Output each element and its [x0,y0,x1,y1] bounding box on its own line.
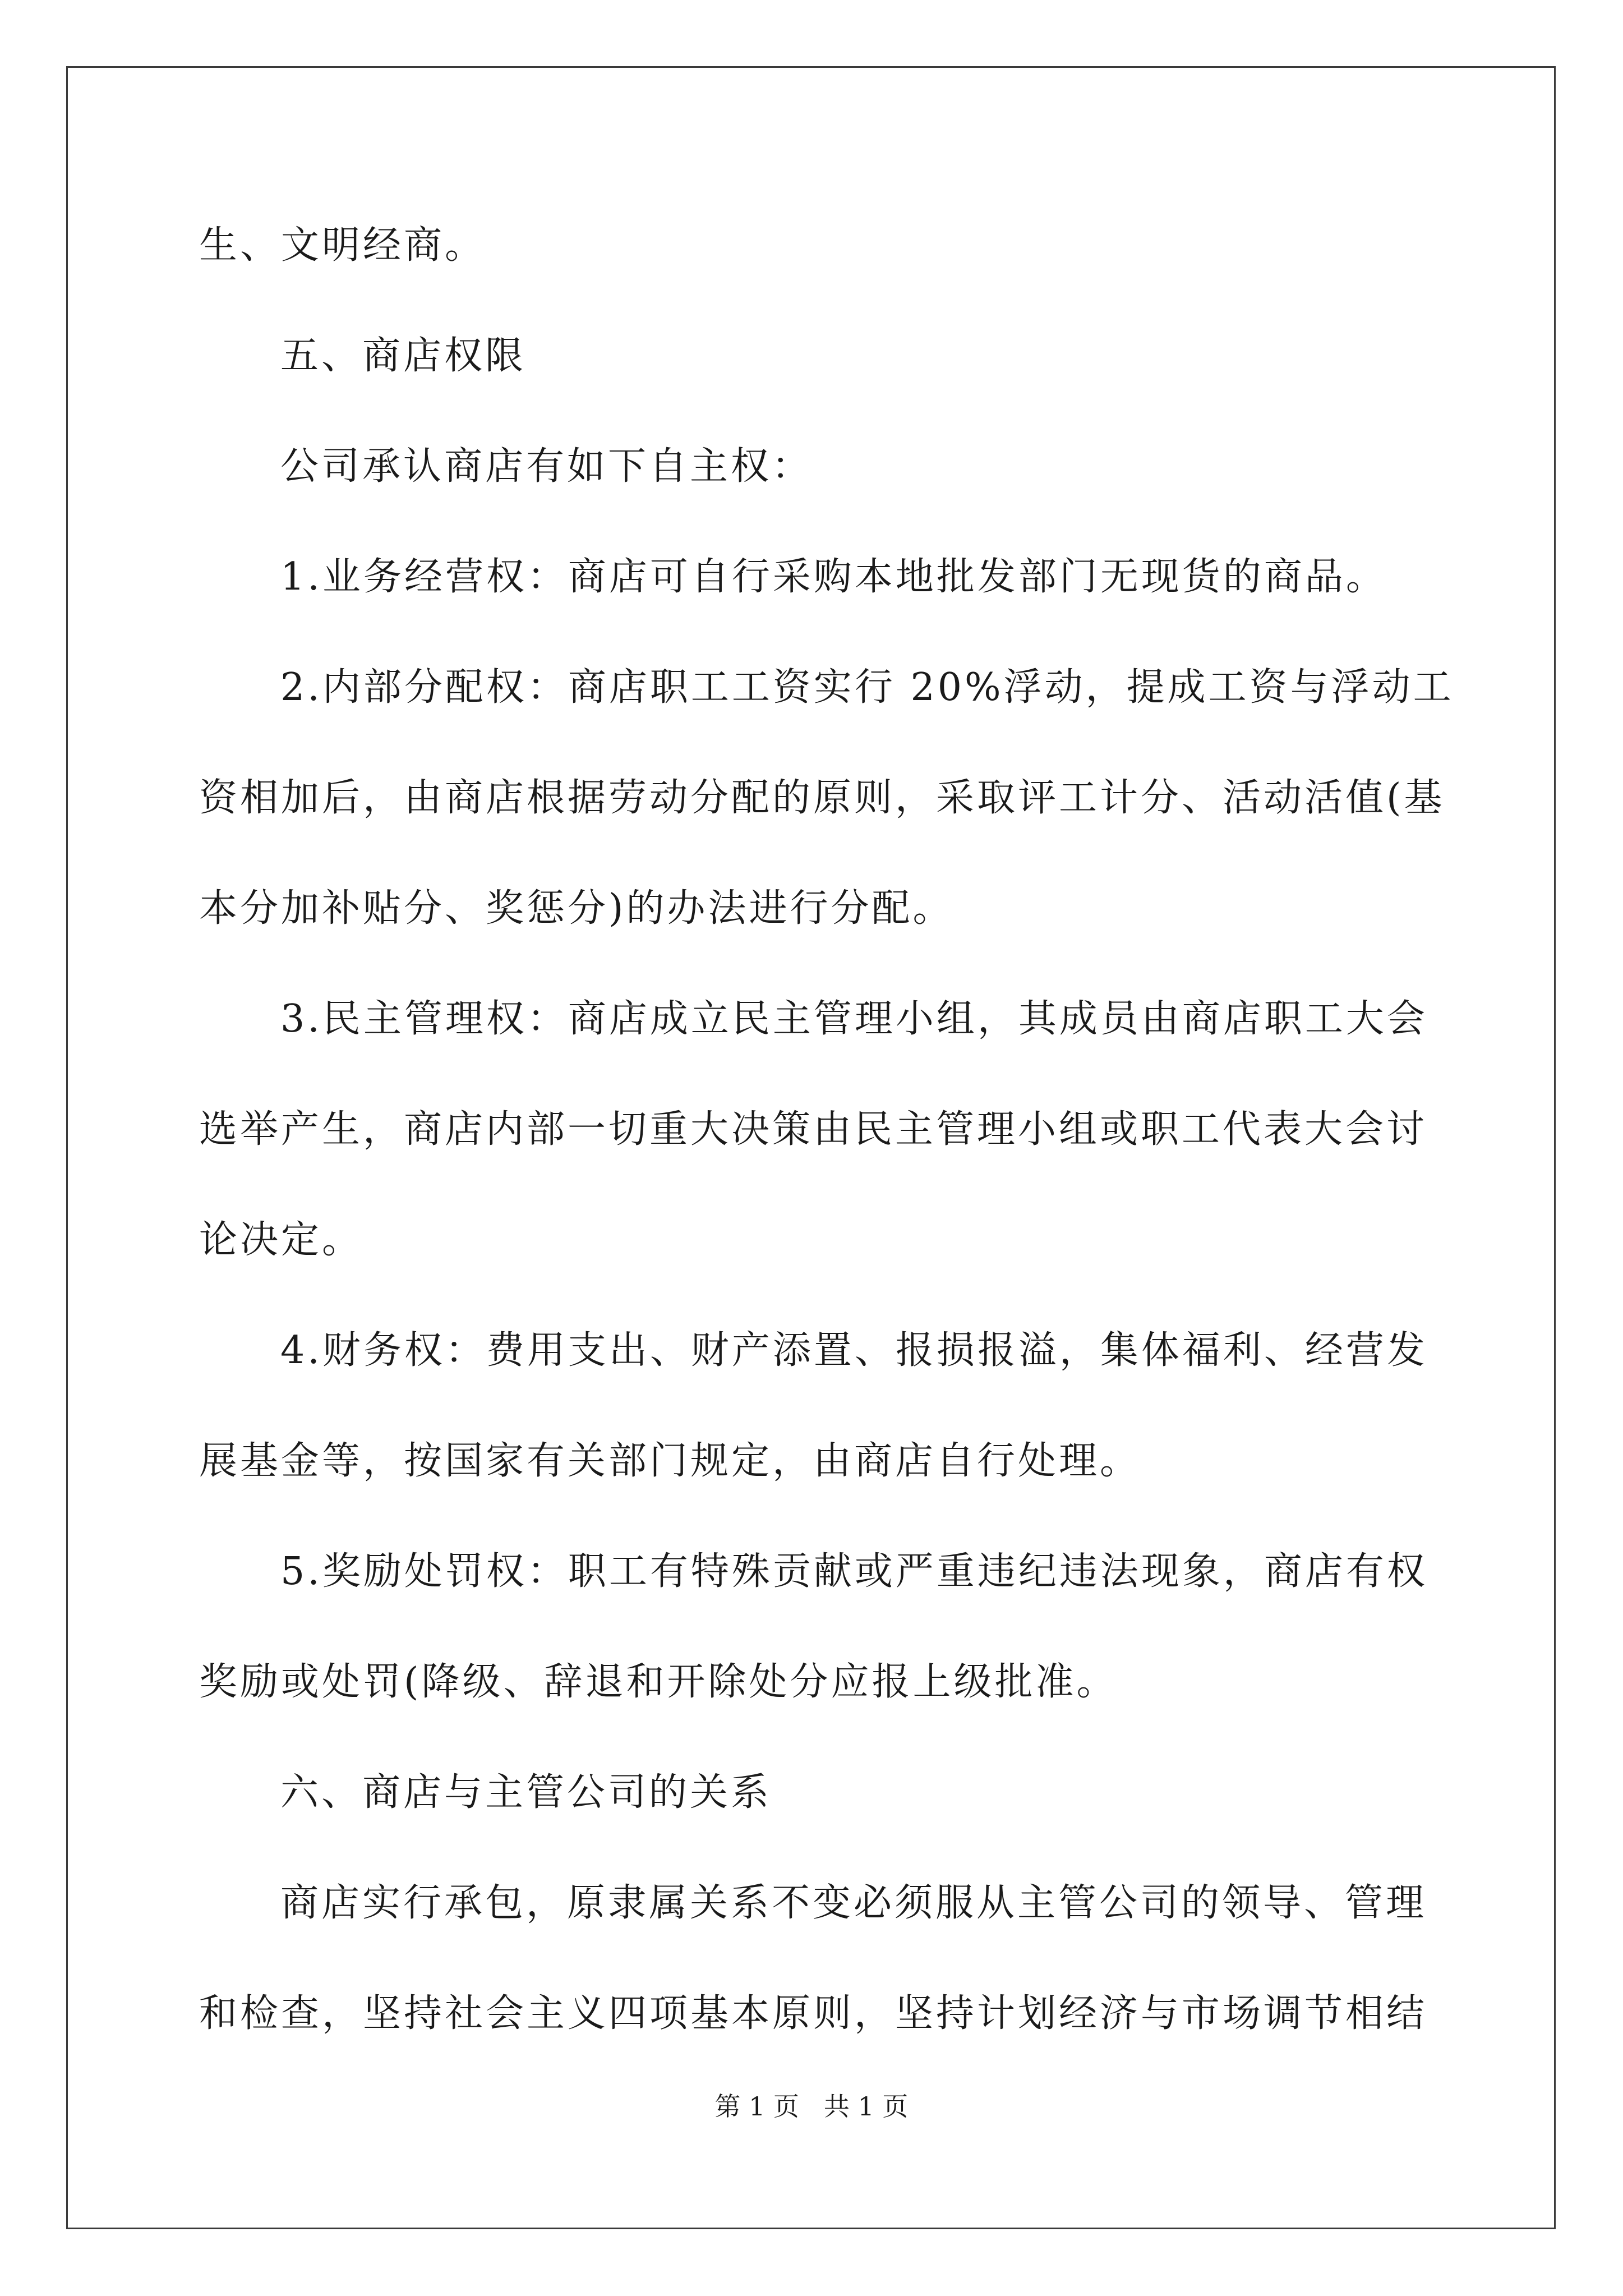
paragraph-line: 论决定。 [199,1218,363,1262]
section-heading: 五、商店权限 [280,334,527,378]
paragraph-line: 资相加后，由商店根据劳动分配的原则，采取评工计分、活动活值(基 [199,776,1445,820]
list-item: 2.内部分配权：商店职工工资实行 20%浮动，提成工资与浮动工 [280,665,1454,710]
paragraph-line: 选举产生，商店内部一切重大决策由民主管理小组或职工代表大会讨 [199,1107,1428,1152]
paragraph-line: 和检查，坚持社会主义四项基本原则，坚持计划经济与市场调节相结 [199,1991,1428,2036]
paragraph-line: 奖励或处罚(降级、辞退和开除处分应报上级批准。 [199,1660,1118,1704]
list-item: 5.奖励处罚权：职工有特殊贡献或严重违纪违法现象，商店有权 [280,1549,1428,1594]
paragraph-line: 展基金等，按国家有关部门规定，由商店自行处理。 [199,1439,1141,1483]
paragraph-line: 生、文明经商。 [199,223,486,268]
list-item: 1.业务经营权：商店可自行采购本地批发部门无现货的商品。 [280,555,1387,599]
list-item: 4.财务权：费用支出、财产添置、报损报溢，集体福利、经营发 [280,1328,1428,1373]
document-body [199,210,1454,2089]
page-number: 第 1 页 共 1 页 [714,2091,909,2122]
paragraph-line: 本分加补贴分、奖惩分)的办法进行分配。 [199,886,954,931]
paragraph-line: 公司承认商店有如下自主权： [280,444,813,489]
section-heading: 六、商店与主管公司的关系 [280,1770,772,1815]
paragraph-line: 商店实行承包，原隶属关系不变必须服从主管公司的领导、管理 [280,1881,1427,1925]
list-item: 3.民主管理权：商店成立民主管理小组，其成员由商店职工大会 [280,997,1428,1041]
